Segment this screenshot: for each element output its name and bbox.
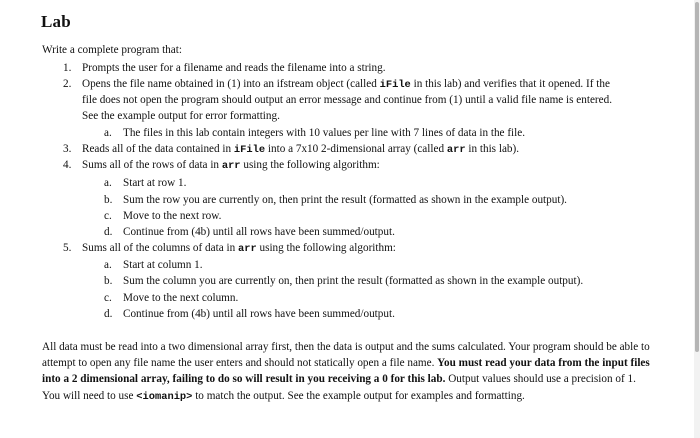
item-5c-text: Move to the next column. — [123, 292, 239, 304]
item-4-text-b: using the following algorithm: — [240, 159, 380, 171]
para-text-2: Output values should use a precision of 1. You will need to use — [42, 373, 636, 402]
item-2-text-a: Opens the file name obtained in (1) into an ifstream object (called — [82, 78, 380, 90]
item-2-line-1 — [82, 77, 610, 92]
item-2a-text: The files in this lab contain integers with 10 values per line with 7 lines of data in the file. — [123, 127, 526, 139]
arr-code: arr — [221, 160, 241, 172]
arr-code: arr — [237, 243, 257, 255]
item-2-line-3: See the example output for error formatting. — [82, 110, 280, 122]
item-5a-text: Start at column 1. — [123, 259, 203, 271]
ifile-code: iFile — [233, 144, 266, 156]
item-3-text-b: into a 7x10 2-dimensional array (called — [265, 143, 447, 155]
item-4-text-a: Sums all of the rows of data in — [82, 159, 222, 171]
scrollbar-thumb[interactable] — [695, 2, 699, 352]
item-5a-label: a. — [104, 259, 112, 271]
item-5-text-a: Sums all of the columns of data in — [82, 242, 238, 254]
para-bold-warning: You must read your data from the input files into a 2 dimensional array, failing to do so will result in you receiving a 0 for this lab. — [42, 357, 650, 386]
item-2-number: 2. — [63, 78, 72, 90]
item-2a-label: a. — [104, 127, 112, 139]
item-5-text — [82, 241, 396, 256]
item-3-text — [82, 142, 519, 157]
item-3-text-c: in this lab). — [465, 143, 520, 155]
item-5d-label: d. — [104, 308, 113, 320]
item-4-text — [82, 158, 380, 173]
item-3-number: 3. — [63, 143, 72, 155]
item-4-number: 4. — [63, 159, 72, 171]
item-4b-text: Sum the row you are currently on, then print the result (formatted as shown in the example output). — [123, 194, 567, 206]
intro-text: Write a complete program that: — [42, 44, 182, 56]
item-3-text-a: Reads all of the data contained in — [82, 143, 234, 155]
vertical-scrollbar[interactable] — [694, 0, 700, 438]
item-5b-text: Sum the column you are currently on, then print the result (formatted as shown in the example output). — [123, 275, 584, 287]
item-5-text-b: using the following algorithm: — [256, 242, 396, 254]
item-5c-label: c. — [104, 292, 112, 304]
item-4a-text: Start at row 1. — [123, 177, 187, 189]
item-4c-label: c. — [104, 210, 112, 222]
item-1-text: Prompts the user for a filename and reads the filename into a string. — [82, 62, 386, 74]
requirements-paragraph — [42, 339, 654, 405]
para-text-3: to match the output. See the example output for examples and formatting. — [192, 389, 525, 402]
item-5b-label: b. — [104, 275, 113, 287]
iomanip-code: <iomanip> — [136, 390, 193, 403]
item-5-number: 5. — [63, 242, 72, 254]
lab-title: Lab — [41, 12, 71, 31]
item-4d-text: Continue from (4b) until all rows have been summed/output. — [123, 226, 395, 238]
item-2-text-b: in this lab) and verifies that it opened. If the — [410, 78, 610, 90]
item-1-number: 1. — [63, 62, 72, 74]
arr-code: arr — [446, 144, 466, 156]
item-5d-text: Continue from (4b) until all rows have been summed/output. — [123, 308, 395, 320]
item-4b-label: b. — [104, 194, 113, 206]
item-4d-label: d. — [104, 226, 113, 238]
item-2-line-2: file does not open the program should output an error message and continue from (1) until a valid file name is entered. — [82, 94, 613, 106]
item-4c-text: Move to the next row. — [123, 210, 222, 222]
item-4a-label: a. — [104, 177, 112, 189]
para-text-1: All data must be read into a two dimensional array first, then the data is output and the sums calculated. Your program should be able to attempt to open any file name the user enters and should not statically open a file name. — [42, 341, 650, 370]
ifile-code: iFile — [379, 79, 411, 91]
